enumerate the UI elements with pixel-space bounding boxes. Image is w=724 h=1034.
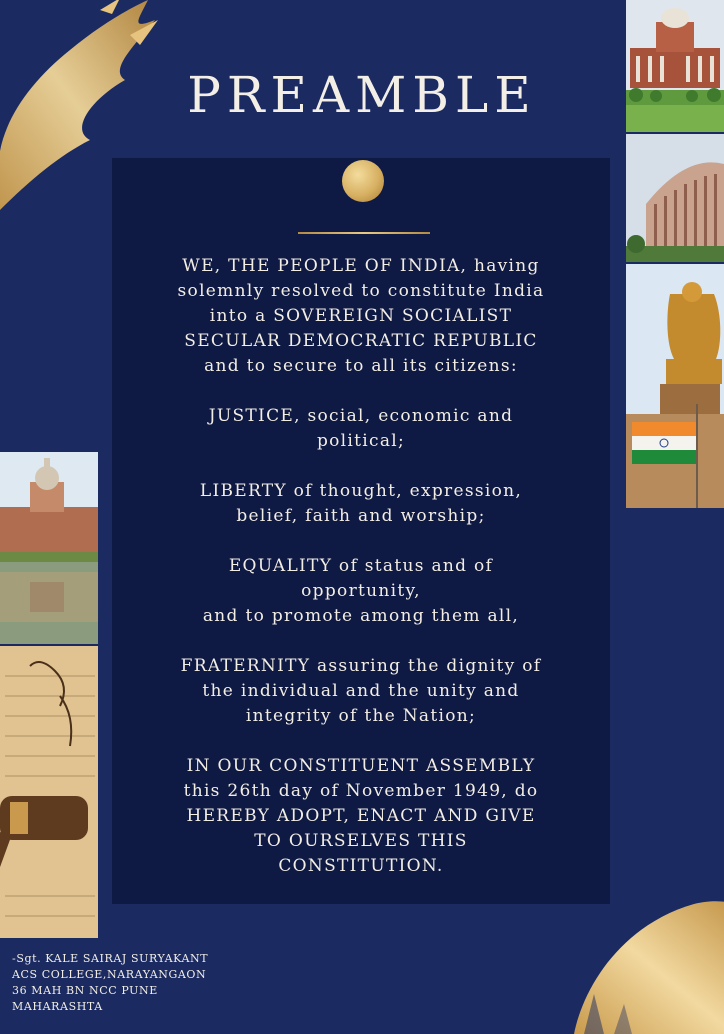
signature-college: ACS COLLEGE,NARAYANGAON [12, 968, 207, 981]
preamble-paragraph-fraternity: FRATERNITY assuring the dignity of the individual and the unity and integrity of the Nation; [180, 656, 542, 726]
gold-circle-ornament [342, 160, 384, 202]
preamble-paragraph-equality: EQUALITY of status and of opportunity, and to promote among them all, [202, 556, 520, 626]
preamble-text [112, 254, 610, 879]
signature-unit: 36 MAH BN NCC PUNE [12, 984, 158, 997]
constitution-gavel-photo [0, 646, 98, 938]
preamble-paragraph-liberty: LIBERTY of thought, expression, belief, faith and worship; [199, 481, 523, 526]
preamble-paragraph-we-the-people: WE, THE PEOPLE OF INDIA, having solemnly resolved to constitute India into a SOVEREIGN SOCIALIST SECULAR DEMOCRATIC REPUBLIC and to secure to all its citizens: [177, 256, 545, 376]
ashoka-emblem-flag-photo [626, 264, 724, 508]
gold-brush-stroke-bottom [564, 884, 724, 1034]
preamble-paragraph-justice: JUSTICE, social, economic and political; [208, 406, 514, 451]
preamble-panel [112, 158, 610, 904]
signature-state: MAHARASHTA [12, 1000, 103, 1013]
author-signature [12, 951, 208, 1015]
north-block-photo [0, 452, 98, 644]
page-title: PREAMBLE [187, 66, 537, 124]
parliament-house-photo [626, 134, 724, 262]
gold-divider-line [298, 232, 430, 234]
signature-name: -Sgt. KALE SAIRAJ SURYAKANT [12, 952, 209, 965]
preamble-paragraph-adoption: IN OUR CONSTITUENT ASSEMBLY this 26th day of November 1949, do HEREBY ADOPT, ENACT AND GIVE TO OURSELVES THIS CONSTITUTION. [183, 756, 539, 876]
